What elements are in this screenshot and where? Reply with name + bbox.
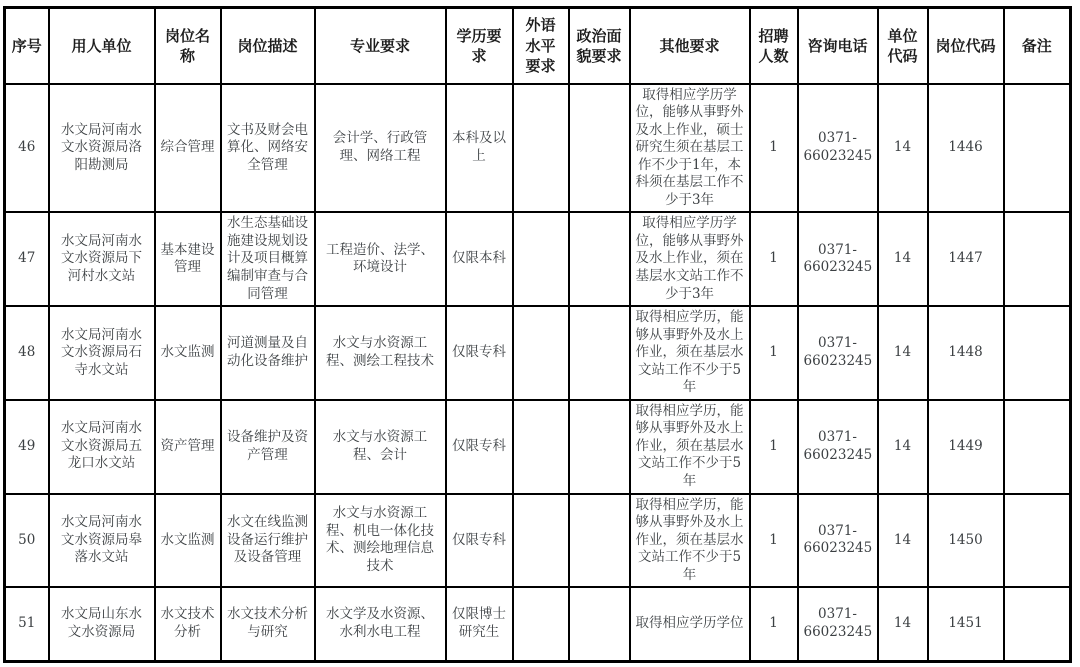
cell-edu_req: 本科及以上 — [446, 84, 513, 213]
cell-political_req — [569, 306, 630, 400]
cell-foreign_req — [513, 494, 569, 588]
cell-unit_code: 14 — [878, 212, 928, 306]
cell-other_req: 取得相应学历学位，能够从事野外及水上作业，须在基层水文站工作不少于3年 — [630, 212, 750, 306]
cell-edu_req: 仅限本科 — [446, 212, 513, 306]
cell-major_req: 工程造价、法学、环境设计 — [315, 212, 446, 306]
column-header-headcount: 招聘人数 — [750, 8, 798, 84]
cell-remark — [1004, 306, 1071, 400]
cell-major_req: 水文学及水资源、水利水电工程 — [315, 587, 446, 661]
cell-foreign_req — [513, 212, 569, 306]
cell-foreign_req — [513, 587, 569, 661]
cell-political_req — [569, 84, 630, 213]
cell-post_desc: 水生态基础设施建设规划设计及项目概算编制审查与合同管理 — [221, 212, 315, 306]
column-header-major_req: 专业要求 — [315, 8, 446, 84]
cell-seq: 46 — [5, 84, 49, 213]
column-header-post_desc: 岗位描述 — [221, 8, 315, 84]
cell-political_req — [569, 400, 630, 494]
cell-post_desc: 水文技术分析与研究 — [221, 587, 315, 661]
cell-edu_req: 仅限专科 — [446, 494, 513, 588]
cell-edu_req: 仅限专科 — [446, 306, 513, 400]
column-header-employer: 用人单位 — [49, 8, 155, 84]
cell-foreign_req — [513, 400, 569, 494]
cell-phone: 0371-66023245 — [798, 400, 878, 494]
cell-other_req: 取得相应学历，能够从事野外及水上作业，须在基层水文站工作不少于5年 — [630, 494, 750, 588]
cell-other_req: 取得相应学历学位，能够从事野外及水上作业，硕士研究生须在基层工作不少于1年，本科须在基层工作不少于3年 — [630, 84, 750, 213]
cell-seq: 50 — [5, 494, 49, 588]
cell-remark — [1004, 494, 1071, 588]
cell-remark — [1004, 400, 1071, 494]
cell-post_code: 1449 — [928, 400, 1004, 494]
cell-post_desc: 河道测量及自动化设备维护 — [221, 306, 315, 400]
cell-remark — [1004, 84, 1071, 213]
cell-remark — [1004, 587, 1071, 661]
column-header-edu_req: 学历要求 — [446, 8, 513, 84]
table-row — [5, 84, 1071, 213]
cell-post_name: 水文监测 — [155, 306, 221, 400]
cell-phone: 0371-66023245 — [798, 306, 878, 400]
cell-employer: 水文局山东水文水资源局 — [49, 587, 155, 661]
cell-employer: 水文局河南水文水资源局下河村水文站 — [49, 212, 155, 306]
table-row — [5, 494, 1071, 588]
cell-headcount: 1 — [750, 84, 798, 213]
cell-major_req: 水文与水资源工程、会计 — [315, 400, 446, 494]
cell-headcount: 1 — [750, 212, 798, 306]
cell-phone: 0371-66023245 — [798, 84, 878, 213]
cell-edu_req: 仅限博士研究生 — [446, 587, 513, 661]
table-header-row — [5, 8, 1071, 84]
cell-political_req — [569, 587, 630, 661]
cell-post_desc: 水文在线监测设备运行维护及设备管理 — [221, 494, 315, 588]
table-row — [5, 306, 1071, 400]
cell-edu_req: 仅限专科 — [446, 400, 513, 494]
cell-unit_code: 14 — [878, 84, 928, 213]
cell-post_code: 1447 — [928, 212, 1004, 306]
cell-headcount: 1 — [750, 494, 798, 588]
cell-phone: 0371-66023245 — [798, 587, 878, 661]
cell-post_code: 1446 — [928, 84, 1004, 213]
cell-other_req: 取得相应学历，能够从事野外及水上作业，须在基层水文站工作不少于5年 — [630, 306, 750, 400]
cell-post_desc: 设备维护及资产管理 — [221, 400, 315, 494]
table-row — [5, 212, 1071, 306]
cell-post_name: 资产管理 — [155, 400, 221, 494]
cell-foreign_req — [513, 306, 569, 400]
cell-post_code: 1450 — [928, 494, 1004, 588]
cell-phone: 0371-66023245 — [798, 212, 878, 306]
cell-seq: 51 — [5, 587, 49, 661]
cell-other_req: 取得相应学历学位 — [630, 587, 750, 661]
cell-political_req — [569, 212, 630, 306]
cell-phone: 0371-66023245 — [798, 494, 878, 588]
cell-unit_code: 14 — [878, 494, 928, 588]
cell-headcount: 1 — [750, 306, 798, 400]
cell-post_name: 水文技术分析 — [155, 587, 221, 661]
cell-seq: 49 — [5, 400, 49, 494]
column-header-post_code: 岗位代码 — [928, 8, 1004, 84]
cell-political_req — [569, 494, 630, 588]
column-header-phone: 咨询电话 — [798, 8, 878, 84]
cell-headcount: 1 — [750, 400, 798, 494]
cell-employer: 水文局河南水文水资源局五龙口水文站 — [49, 400, 155, 494]
column-header-foreign_req: 外语水平要求 — [513, 8, 569, 84]
cell-post_name: 基本建设管理 — [155, 212, 221, 306]
cell-post_name: 综合管理 — [155, 84, 221, 213]
cell-post_code: 1451 — [928, 587, 1004, 661]
cell-unit_code: 14 — [878, 587, 928, 661]
cell-unit_code: 14 — [878, 306, 928, 400]
cell-post_name: 水文监测 — [155, 494, 221, 588]
cell-employer: 水文局河南水文水资源局石寺水文站 — [49, 306, 155, 400]
cell-headcount: 1 — [750, 587, 798, 661]
column-header-other_req: 其他要求 — [630, 8, 750, 84]
cell-seq: 48 — [5, 306, 49, 400]
cell-employer: 水文局河南水文水资源局皋落水文站 — [49, 494, 155, 588]
cell-employer: 水文局河南水文水资源局洛阳勘测局 — [49, 84, 155, 213]
column-header-seq: 序号 — [5, 8, 49, 84]
cell-major_req: 水文与水资源工程、机电一体化技术、测绘地理信息技术 — [315, 494, 446, 588]
table-row — [5, 587, 1071, 661]
cell-foreign_req — [513, 84, 569, 213]
cell-remark — [1004, 212, 1071, 306]
column-header-political_req: 政治面貌要求 — [569, 8, 630, 84]
cell-post_desc: 文书及财会电算化、网络安全管理 — [221, 84, 315, 213]
table-row — [5, 400, 1071, 494]
recruitment-table — [3, 6, 1072, 663]
column-header-post_name: 岗位名称 — [155, 8, 221, 84]
cell-major_req: 水文与水资源工程、测绘工程技术 — [315, 306, 446, 400]
cell-other_req: 取得相应学历，能够从事野外及水上作业，须在基层水文站工作不少于5年 — [630, 400, 750, 494]
cell-major_req: 会计学、行政管理、网络工程 — [315, 84, 446, 213]
cell-post_code: 1448 — [928, 306, 1004, 400]
column-header-unit_code: 单位代码 — [878, 8, 928, 84]
cell-seq: 47 — [5, 212, 49, 306]
cell-unit_code: 14 — [878, 400, 928, 494]
column-header-remark: 备注 — [1004, 8, 1071, 84]
